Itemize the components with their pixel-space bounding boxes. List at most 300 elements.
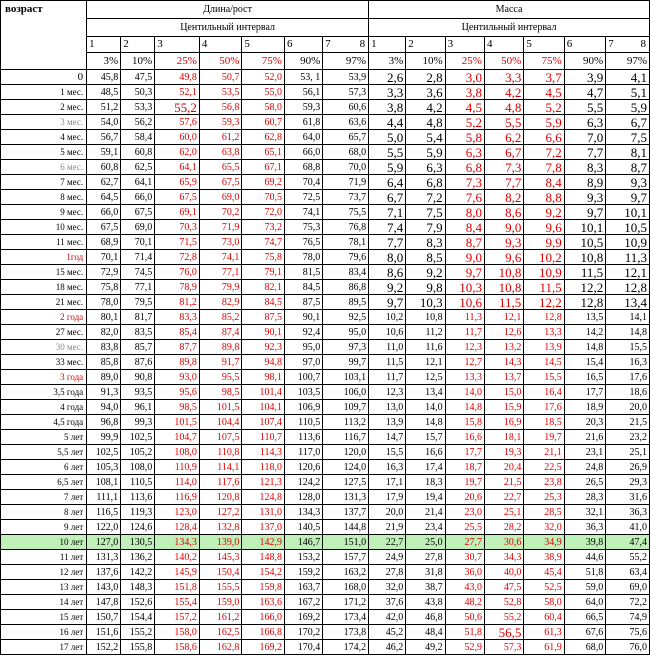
length-value-cell: 123,0	[155, 505, 200, 520]
table-row	[1, 340, 650, 355]
mass-value-cell: 19,7	[445, 475, 484, 490]
mass-value-cell: 13,5	[564, 310, 605, 325]
mass-value-cell: 19,4	[406, 490, 445, 505]
mass-value-cell: 16,6	[406, 445, 445, 460]
age-cell: 5,5 лет	[1, 445, 87, 460]
length-value-cell: 81,2	[155, 295, 200, 310]
length-value-cell: 71,9	[323, 175, 369, 190]
mass-value-cell: 36,3	[564, 520, 605, 535]
length-value-cell: 131,3	[87, 550, 121, 565]
length-value-cell: 66,0	[121, 190, 155, 205]
mass-value-cell: 14,8	[564, 340, 605, 355]
table-row	[1, 70, 650, 85]
mass-value-cell: 51,8	[564, 565, 605, 580]
mass-value-cell: 66,5	[564, 610, 605, 625]
mass-value-cell: 8,6	[484, 205, 523, 220]
length-value-cell: 136,2	[121, 550, 155, 565]
mass-value-cell: 9,7	[564, 205, 605, 220]
length-centile-header: Центильный интервал	[87, 19, 369, 37]
length-value-cell: 122,0	[87, 520, 121, 535]
mass-value-cell: 60,4	[524, 610, 564, 625]
mass-value-cell: 20,4	[484, 460, 523, 475]
length-value-cell: 61,8	[284, 115, 322, 130]
length-value-cell: 110,8	[199, 445, 242, 460]
interval-number: 2	[123, 38, 129, 50]
length-value-cell: 124,8	[242, 490, 285, 505]
mass-value-cell: 34,9	[524, 535, 564, 550]
mass-value-cell: 14,8	[606, 325, 650, 340]
length-percentile-2: 10%	[121, 53, 155, 70]
mass-value-cell: 12,5	[406, 370, 445, 385]
length-value-cell: 52,0	[242, 70, 285, 85]
mass-value-cell: 9,7	[369, 295, 406, 310]
mass-value-cell: 52,8	[484, 595, 523, 610]
length-value-cell: 139,0	[199, 535, 242, 550]
length-value-cell: 87,5	[284, 295, 322, 310]
table-row	[1, 85, 650, 100]
length-value-cell: 57,3	[323, 85, 369, 100]
mass-value-cell: 4,8	[406, 115, 445, 130]
age-cell: 1год	[1, 250, 87, 265]
length-value-cell: 92,4	[284, 325, 322, 340]
mass-value-cell: 9,2	[524, 205, 564, 220]
mass-value-cell: 8,1	[606, 145, 650, 160]
length-value-cell: 56,8	[199, 100, 242, 115]
mass-value-cell: 56,5	[484, 625, 523, 640]
mass-value-cell: 47,4	[606, 535, 650, 550]
mass-value-cell: 7,2	[406, 190, 445, 205]
mass-value-cell: 28,3	[564, 490, 605, 505]
mass-value-cell: 59,0	[564, 580, 605, 595]
table-row	[1, 325, 650, 340]
mass-value-cell: 17,9	[369, 490, 406, 505]
mass-value-cell: 10,9	[524, 265, 564, 280]
length-value-cell: 131,0	[242, 505, 285, 520]
mass-value-cell: 6,7	[369, 190, 406, 205]
mass-value-cell: 9,0	[484, 220, 523, 235]
mass-percentile-6: 90%	[564, 53, 605, 70]
length-value-cell: 72,0	[242, 205, 285, 220]
length-interval-number	[323, 37, 369, 53]
length-value-cell: 53,3	[121, 100, 155, 115]
mass-value-cell: 25,0	[406, 535, 445, 550]
mass-value-cell: 13,2	[484, 340, 523, 355]
length-value-cell: 57,6	[155, 115, 200, 130]
length-value-cell: 170,2	[284, 625, 322, 640]
mass-centile-header: Центильный интервал	[369, 19, 650, 37]
length-value-cell: 83,5	[121, 325, 155, 340]
length-value-cell: 47,5	[121, 70, 155, 85]
mass-interval-number	[606, 37, 650, 53]
mass-header: Масса	[369, 1, 650, 19]
length-value-cell: 114,3	[242, 445, 285, 460]
mass-value-cell: 75,6	[606, 625, 650, 640]
length-interval-number	[284, 37, 322, 53]
table-row	[1, 400, 650, 415]
mass-value-cell: 2,6	[369, 70, 406, 85]
length-value-cell: 155,5	[199, 580, 242, 595]
length-value-cell: 66,0	[284, 145, 322, 160]
length-value-cell: 94,8	[242, 355, 285, 370]
length-value-cell: 87,4	[199, 325, 242, 340]
mass-value-cell: 12,1	[406, 355, 445, 370]
mass-value-cell: 18,6	[606, 385, 650, 400]
mass-value-cell: 17,4	[406, 460, 445, 475]
mass-value-cell: 8,4	[524, 175, 564, 190]
length-value-cell: 162,8	[199, 640, 242, 655]
length-value-cell: 91,3	[87, 385, 121, 400]
mass-value-cell: 5,9	[606, 100, 650, 115]
length-value-cell: 56,2	[121, 115, 155, 130]
length-value-cell: 60,8	[87, 160, 121, 175]
length-value-cell: 53, 1	[284, 70, 322, 85]
mass-value-cell: 10,1	[564, 220, 605, 235]
mass-value-cell: 55,2	[606, 550, 650, 565]
mass-value-cell: 15,5	[606, 340, 650, 355]
age-cell: 5 лет	[1, 430, 87, 445]
mass-value-cell: 8,3	[564, 160, 605, 175]
length-value-cell: 64,0	[284, 130, 322, 145]
mass-percentile-7: 97%	[606, 53, 650, 70]
length-value-cell: 108,0	[121, 460, 155, 475]
length-value-cell: 75,3	[284, 220, 322, 235]
length-value-cell: 81,5	[284, 265, 322, 280]
interval-number: 8	[359, 38, 366, 50]
length-value-cell: 59,3	[199, 115, 242, 130]
length-percentile-6: 90%	[284, 53, 322, 70]
mass-value-cell: 11,7	[369, 370, 406, 385]
mass-value-cell: 27,8	[406, 550, 445, 565]
mass-value-cell: 6,8	[406, 175, 445, 190]
length-value-cell: 89,8	[155, 355, 200, 370]
length-value-cell: 137,0	[242, 520, 285, 535]
length-value-cell: 50,3	[121, 85, 155, 100]
length-value-cell: 75,8	[242, 250, 285, 265]
length-value-cell: 105,2	[121, 445, 155, 460]
length-value-cell: 70,1	[121, 235, 155, 250]
mass-value-cell: 61,9	[524, 640, 564, 655]
length-value-cell: 78,0	[87, 295, 121, 310]
length-value-cell: 82,9	[199, 295, 242, 310]
age-cell: 8 мес.	[1, 190, 87, 205]
mass-value-cell: 21,6	[564, 430, 605, 445]
mass-value-cell: 13,9	[369, 415, 406, 430]
length-value-cell: 168,0	[323, 580, 369, 595]
length-value-cell: 154,2	[242, 565, 285, 580]
length-value-cell: 151,6	[87, 625, 121, 640]
age-cell: 10 мес.	[1, 220, 87, 235]
mass-value-cell: 14,8	[445, 400, 484, 415]
mass-value-cell: 5,8	[445, 130, 484, 145]
length-value-cell: 79,6	[323, 250, 369, 265]
table-row	[1, 295, 650, 310]
mass-interval-number	[564, 37, 605, 53]
length-value-cell: 155,4	[155, 595, 200, 610]
mass-value-cell: 12,3	[445, 340, 484, 355]
table-row	[1, 625, 650, 640]
mass-value-cell: 7,3	[484, 160, 523, 175]
length-value-cell: 83,8	[87, 340, 121, 355]
mass-percentile-3: 25%	[445, 53, 484, 70]
length-value-cell: 101,4	[242, 385, 285, 400]
table-row	[1, 190, 650, 205]
length-value-cell: 65,5	[199, 160, 242, 175]
age-cell: 0	[1, 70, 87, 85]
length-value-cell: 92,3	[242, 340, 285, 355]
length-value-cell: 145,3	[199, 550, 242, 565]
length-value-cell: 82,1	[242, 280, 285, 295]
mass-value-cell: 12,6	[484, 325, 523, 340]
length-value-cell: 45,8	[87, 70, 121, 85]
age-cell: 13 лет	[1, 580, 87, 595]
mass-value-cell: 16,6	[445, 430, 484, 445]
length-value-cell: 154,4	[121, 610, 155, 625]
mass-value-cell: 12,3	[369, 385, 406, 400]
length-value-cell: 173,4	[323, 610, 369, 625]
mass-value-cell: 11,5	[484, 295, 523, 310]
mass-value-cell: 72,2	[606, 595, 650, 610]
length-value-cell: 142,2	[121, 565, 155, 580]
length-value-cell: 106,0	[323, 385, 369, 400]
mass-value-cell: 4,5	[524, 85, 564, 100]
mass-value-cell: 42,0	[369, 610, 406, 625]
length-value-cell: 51,2	[87, 100, 121, 115]
length-value-cell: 93,0	[155, 370, 200, 385]
length-value-cell: 142,9	[242, 535, 285, 550]
mass-value-cell: 50,6	[445, 610, 484, 625]
mass-value-cell: 3,3	[369, 85, 406, 100]
mass-value-cell: 24,8	[564, 460, 605, 475]
mass-value-cell: 23,8	[524, 475, 564, 490]
length-value-cell: 151,8	[155, 580, 200, 595]
mass-value-cell: 22,5	[524, 460, 564, 475]
age-cell: 4 года	[1, 400, 87, 415]
length-value-cell: 117,6	[199, 475, 242, 490]
length-value-cell: 74,7	[242, 235, 285, 250]
length-value-cell: 117,0	[284, 445, 322, 460]
length-value-cell: 167,2	[284, 595, 322, 610]
mass-value-cell: 7,8	[524, 160, 564, 175]
mass-value-cell: 27,7	[445, 535, 484, 550]
length-value-cell: 146,7	[284, 535, 322, 550]
length-value-cell: 73,2	[242, 220, 285, 235]
age-cell: 2 года	[1, 310, 87, 325]
mass-value-cell: 25,1	[606, 445, 650, 460]
length-value-cell: 127,0	[87, 535, 121, 550]
mass-value-cell: 2,8	[406, 70, 445, 85]
interval-number: 3	[157, 38, 163, 50]
mass-interval-number	[524, 37, 564, 53]
interval-number: 5	[244, 38, 250, 50]
mass-value-cell: 8,5	[406, 250, 445, 265]
length-value-cell: 140,2	[155, 550, 200, 565]
table-row	[1, 115, 650, 130]
mass-value-cell: 10,1	[606, 205, 650, 220]
mass-value-cell: 7,0	[564, 130, 605, 145]
table-row	[1, 130, 650, 145]
mass-value-cell: 47,5	[484, 580, 523, 595]
mass-value-cell: 25,1	[484, 505, 523, 520]
age-header: возраст	[1, 1, 87, 70]
mass-value-cell: 17,1	[369, 475, 406, 490]
mass-value-cell: 7,3	[445, 175, 484, 190]
mass-value-cell: 6,3	[445, 145, 484, 160]
age-cell: 18 мес.	[1, 280, 87, 295]
interval-number-row	[1, 37, 650, 53]
interval-number: 3	[447, 38, 454, 50]
mass-value-cell: 12,8	[606, 280, 650, 295]
mass-value-cell: 61,3	[524, 625, 564, 640]
mass-value-cell: 17,6	[524, 400, 564, 415]
mass-value-cell: 10,5	[606, 220, 650, 235]
table-row	[1, 265, 650, 280]
mass-value-cell: 12,8	[524, 310, 564, 325]
table-row	[1, 415, 650, 430]
mass-value-cell: 21,9	[369, 520, 406, 535]
length-interval-number	[242, 37, 285, 53]
length-value-cell: 90,1	[242, 325, 285, 340]
mass-value-cell: 11,5	[524, 280, 564, 295]
length-value-cell: 171,2	[323, 595, 369, 610]
mass-value-cell: 14,7	[369, 430, 406, 445]
length-value-cell: 62,0	[155, 145, 200, 160]
length-value-cell: 71,9	[199, 220, 242, 235]
length-value-cell: 90,1	[284, 310, 322, 325]
length-value-cell: 118,0	[242, 460, 285, 475]
length-value-cell: 163,2	[323, 565, 369, 580]
mass-value-cell: 6,3	[564, 115, 605, 130]
length-interval-number	[199, 37, 242, 53]
mass-value-cell: 12,2	[564, 280, 605, 295]
length-value-cell: 158,0	[155, 625, 200, 640]
age-cell: 33 мес.	[1, 355, 87, 370]
mass-value-cell: 25,5	[445, 520, 484, 535]
table-row	[1, 430, 650, 445]
length-value-cell: 65,1	[242, 145, 285, 160]
percentile-row	[1, 53, 650, 70]
age-cell: 5 мес.	[1, 145, 87, 160]
length-value-cell: 85,2	[199, 310, 242, 325]
mass-value-cell: 27,8	[369, 565, 406, 580]
length-value-cell: 77,1	[121, 280, 155, 295]
mass-value-cell: 69,0	[606, 580, 650, 595]
table-row	[1, 535, 650, 550]
mass-value-cell: 31,8	[406, 565, 445, 580]
mass-value-cell: 26,5	[564, 475, 605, 490]
age-cell: 21 мес.	[1, 295, 87, 310]
mass-value-cell: 9,2	[369, 280, 406, 295]
mass-value-cell: 74,9	[606, 610, 650, 625]
mass-value-cell: 16,9	[484, 415, 523, 430]
mass-value-cell: 55,2	[484, 610, 523, 625]
table-row	[1, 310, 650, 325]
mass-value-cell: 8,7	[606, 160, 650, 175]
length-value-cell: 120,8	[199, 490, 242, 505]
mass-value-cell: 9,0	[445, 250, 484, 265]
mass-value-cell: 23,1	[564, 445, 605, 460]
mass-value-cell: 15,9	[484, 400, 523, 415]
mass-value-cell: 5,2	[445, 115, 484, 130]
length-value-cell: 157,2	[155, 610, 200, 625]
mass-value-cell: 8,2	[484, 190, 523, 205]
length-value-cell: 75,8	[87, 280, 121, 295]
length-value-cell: 157,7	[323, 550, 369, 565]
interval-number: 4	[201, 38, 208, 50]
mass-value-cell: 44,6	[564, 550, 605, 565]
table-row	[1, 595, 650, 610]
mass-value-cell: 20,0	[369, 505, 406, 520]
mass-value-cell: 9,9	[524, 235, 564, 250]
mass-value-cell: 15,4	[564, 355, 605, 370]
table-row	[1, 580, 650, 595]
mass-value-cell: 49,2	[406, 640, 445, 655]
length-value-cell: 104,1	[242, 400, 285, 415]
mass-value-cell: 14,3	[484, 355, 523, 370]
mass-value-cell: 14,5	[524, 355, 564, 370]
length-value-cell: 134,3	[284, 505, 322, 520]
length-value-cell: 84,5	[284, 280, 322, 295]
age-cell: 6,5 лет	[1, 475, 87, 490]
mass-value-cell: 10,8	[406, 310, 445, 325]
mass-value-cell: 19,7	[524, 430, 564, 445]
mass-value-cell: 12,8	[564, 295, 605, 310]
mass-value-cell: 4,1	[606, 70, 650, 85]
mass-percentile-5: 75%	[524, 53, 564, 70]
length-value-cell: 137,6	[87, 565, 121, 580]
table-row	[1, 175, 650, 190]
table-row	[1, 145, 650, 160]
mass-value-cell: 58,0	[524, 595, 564, 610]
length-value-cell: 69,2	[242, 175, 285, 190]
length-value-cell: 68,0	[323, 145, 369, 160]
mass-interval-number	[369, 37, 406, 53]
length-value-cell: 161,2	[199, 610, 242, 625]
mass-value-cell: 32,0	[369, 580, 406, 595]
length-value-cell: 101,5	[155, 415, 200, 430]
length-value-cell: 78,1	[323, 235, 369, 250]
mass-value-cell: 46,2	[369, 640, 406, 655]
mass-value-cell: 7,5	[406, 205, 445, 220]
length-value-cell: 162,5	[199, 625, 242, 640]
length-value-cell: 78,0	[284, 250, 322, 265]
age-cell: 16 лет	[1, 625, 87, 640]
length-value-cell: 116,9	[155, 490, 200, 505]
length-value-cell: 74,5	[121, 265, 155, 280]
length-value-cell: 152,6	[121, 595, 155, 610]
length-value-cell: 137,7	[323, 505, 369, 520]
length-header: Длина/рост	[87, 1, 369, 19]
mass-value-cell: 23,0	[445, 505, 484, 520]
length-value-cell: 103,1	[323, 370, 369, 385]
length-interval-number	[87, 37, 121, 53]
mass-value-cell: 11,5	[564, 265, 605, 280]
mass-value-cell: 8,3	[406, 235, 445, 250]
mass-value-cell: 3,3	[484, 70, 523, 85]
mass-value-cell: 5,5	[369, 145, 406, 160]
mass-value-cell: 9,8	[406, 280, 445, 295]
age-cell: 8 лет	[1, 505, 87, 520]
length-value-cell: 155,2	[121, 625, 155, 640]
age-cell: 27 мес.	[1, 325, 87, 340]
length-value-cell: 76,0	[155, 265, 200, 280]
mass-value-cell: 9,2	[406, 265, 445, 280]
length-value-cell: 61,2	[199, 130, 242, 145]
length-value-cell: 130,5	[121, 535, 155, 550]
mass-value-cell: 5,5	[484, 115, 523, 130]
length-value-cell: 60,6	[323, 100, 369, 115]
mass-value-cell: 9,6	[524, 220, 564, 235]
interval-number: 1	[89, 38, 95, 50]
